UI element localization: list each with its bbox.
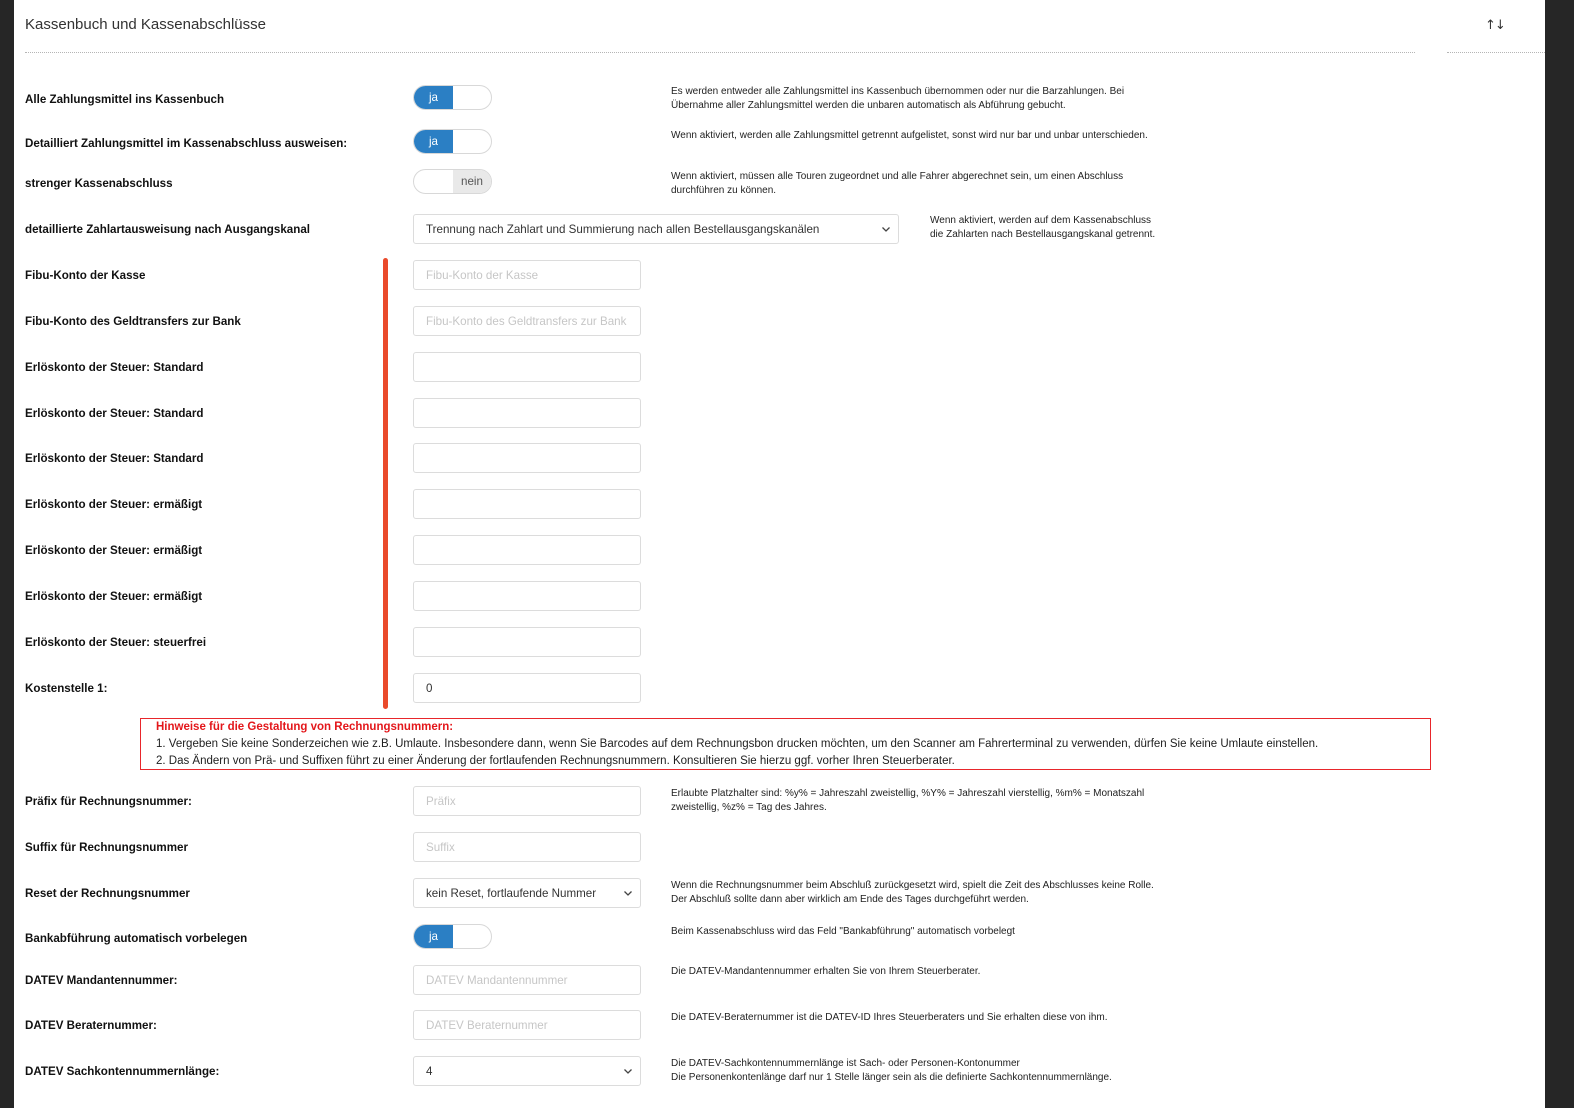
setting-row-erloeskonto-standard-1	[14, 352, 1545, 382]
setting-label: Erlöskonto der Steuer: steuerfrei	[25, 635, 207, 649]
bankabfuehrung-toggle[interactable]	[413, 924, 492, 949]
erloeskonto-standard-3-input[interactable]	[413, 443, 641, 473]
erloeskonto-ermaessigt-3-input[interactable]	[413, 581, 641, 611]
description-line: Der Abschluß sollte dann aber wirklich am Ende des Tages durchgeführt werden.	[671, 894, 1029, 905]
datev-sachkontennummernlaenge-select[interactable]	[413, 1056, 641, 1086]
notice-item: 2. Das Ändern von Prä- und Suffixen führt zu einer Änderung der fortlaufenden Rechnungsnummern. Konsultieren Sie hierzu ggf. vorher Ihren Steuerberater.	[156, 755, 955, 767]
reset-rechnungsnummer-select[interactable]	[413, 878, 641, 908]
description-line: Beim Kassenabschluss wird das Feld "Bankabführung" automatisch vorbelegt	[671, 926, 1015, 937]
description-line: Wenn aktiviert, werden auf dem Kassenabschluss	[930, 215, 1152, 226]
toggle-on-segment	[414, 170, 453, 193]
description-line: Es werden entweder alle Zahlungsmittel ins Kassenbuch übernommen oder nur die Barzahlungen. Bei	[671, 86, 1125, 97]
description-line: Die DATEV-Beraternummer ist die DATEV-ID Ihres Steuerberaters und Sie erhalten diese von ihm.	[671, 1012, 1108, 1023]
header-divider	[25, 52, 1415, 53]
setting-label: DATEV Beraternummer:	[25, 1018, 157, 1032]
setting-row-datev-beraternummer	[14, 1010, 1545, 1040]
description-line: durchführen zu können.	[671, 185, 777, 196]
fibu-konto-kasse-input[interactable]	[413, 260, 641, 290]
description-line: zweistellig, %z% = Tag des Jahres.	[671, 802, 827, 813]
setting-row-datev-sachkontennummernlaenge	[14, 1056, 1545, 1086]
setting-label: Erlöskonto der Steuer: ermäßigt	[25, 543, 203, 557]
setting-row-erloeskonto-ermaessigt-1	[14, 489, 1545, 519]
select-value: kein Reset, fortlaufende Nummer	[426, 886, 597, 900]
toggle-state-label: nein	[453, 170, 491, 193]
kostenstelle-1-input[interactable]	[413, 673, 641, 703]
toggle-state-label: ja	[414, 925, 453, 948]
rechnungsnummern-notice	[140, 718, 1431, 770]
setting-label: Erlöskonto der Steuer: Standard	[25, 451, 204, 465]
setting-row-fibu-konto-geldtransfer	[14, 306, 1545, 336]
select-value: Trennung nach Zahlart und Summierung nach allen Bestellausgangskanälen	[426, 222, 820, 236]
setting-label: DATEV Mandantennummer:	[25, 973, 178, 987]
setting-row-erloeskonto-ermaessigt-3	[14, 581, 1545, 611]
datev-beraternummer-input[interactable]	[413, 1010, 641, 1040]
chevron-down-icon	[623, 890, 633, 897]
setting-label: Erlöskonto der Steuer: ermäßigt	[25, 497, 203, 511]
erloeskonto-ermaessigt-1-input[interactable]	[413, 489, 641, 519]
sort-arrows-icon: ↑↓	[1485, 17, 1505, 33]
setting-label: Suffix für Rechnungsnummer	[25, 840, 188, 854]
annotation-bar	[383, 258, 388, 709]
setting-label: detaillierte Zahlartausweisung nach Ausgangskanal	[25, 222, 310, 236]
suffix-input[interactable]	[413, 832, 641, 862]
setting-row-erloeskonto-steuerfrei	[14, 627, 1545, 657]
zahlartausweisung-select[interactable]	[413, 214, 899, 244]
toggle-state-label: ja	[414, 130, 453, 153]
erloeskonto-steuerfrei-input[interactable]	[413, 627, 641, 657]
notice-item: 1. Vergeben Sie keine Sonderzeichen wie z.B. Umlaute. Insbesondere dann, wenn Sie Barcodes auf dem Rechnungsbon drucken möchten, um den Scanner am Fahrerterminal zu verwenden, dürfen Sie keine Umlaute einstellen.	[156, 738, 1319, 750]
toggle-off-segment	[453, 925, 491, 948]
setting-label: Erlöskonto der Steuer: Standard	[25, 360, 204, 374]
chevron-down-icon	[881, 226, 891, 233]
setting-row-datev-mandantennummer	[14, 965, 1545, 995]
description-line: Die DATEV-Sachkontennummernlänge ist Sach- oder Personen-Kontonummer	[671, 1058, 1020, 1069]
description-line: Die DATEV-Mandantennummer erhalten Sie von Ihrem Steuerberater.	[671, 966, 981, 977]
setting-label: strenger Kassenabschluss	[25, 177, 173, 190]
chevron-down-icon	[623, 1068, 633, 1075]
notice-title: Hinweise für die Gestaltung von Rechnungsnummern:	[156, 721, 454, 733]
setting-row-fibu-konto-kasse	[14, 260, 1545, 290]
setting-description	[671, 85, 1124, 113]
setting-description	[671, 879, 1154, 907]
setting-description	[671, 925, 1015, 939]
description-line: Übernahme aller Zahlungsmittel werden die unbaren automatisch als Abführung gebucht.	[671, 100, 1066, 111]
description-line: Wenn die Rechnungsnummer beim Abschluß zurückgesetzt wird, spielt die Zeit des Abschlusses keine Rolle.	[671, 880, 1154, 891]
setting-row-detailliert-zahlungsmittel	[14, 129, 1545, 154]
toggle-off-segment	[453, 86, 491, 109]
setting-label: Fibu-Konto der Kasse	[25, 268, 146, 282]
erloeskonto-standard-2-input[interactable]	[413, 398, 641, 428]
setting-row-zahlartausweisung	[14, 214, 1545, 244]
select-value: 4	[426, 1064, 433, 1078]
setting-label: Kostenstelle 1:	[25, 681, 108, 695]
setting-row-reset-rechnungsnummer	[14, 878, 1545, 908]
setting-label: Präfix für Rechnungsnummer:	[25, 794, 192, 808]
settings-panel	[14, 0, 1545, 1108]
description-line: Die Personenkontenlänge darf nur 1 Stelle länger sein als die definierte Sachkontennummernlänge.	[671, 1072, 1112, 1083]
setting-row-alle-zahlungsmittel	[14, 85, 1545, 110]
praefix-input[interactable]	[413, 786, 641, 816]
setting-description	[671, 129, 1148, 143]
setting-description	[671, 1057, 1112, 1085]
setting-label: Alle Zahlungsmittel ins Kassenbuch	[25, 93, 225, 106]
setting-description	[671, 965, 980, 979]
setting-description	[671, 787, 1144, 815]
toggle-off-segment	[453, 130, 491, 153]
setting-row-suffix	[14, 832, 1545, 862]
setting-row-kostenstelle-1	[14, 673, 1545, 703]
setting-row-bankabfuehrung	[14, 924, 1545, 949]
setting-row-erloeskonto-ermaessigt-2	[14, 535, 1545, 565]
fibu-konto-geldtransfer-input[interactable]	[413, 306, 641, 336]
setting-row-praefix	[14, 786, 1545, 816]
datev-mandantennummer-input[interactable]	[413, 965, 641, 995]
page-title: Kassenbuch und Kassenabschlüsse	[25, 16, 266, 33]
setting-label: Bankabführung automatisch vorbelegen	[25, 932, 248, 945]
setting-row-erloeskonto-standard-3	[14, 443, 1545, 473]
erloeskonto-standard-1-input[interactable]	[413, 352, 641, 382]
header-divider-side	[1447, 52, 1545, 53]
description-line: Wenn aktiviert, müssen alle Touren zugeordnet und alle Fahrer abgerechnet sein, um einen Abschluss	[671, 171, 1124, 182]
setting-label: Detailliert Zahlungsmittel im Kassenabschluss ausweisen:	[25, 137, 348, 150]
sort-toggle-button[interactable]	[1485, 15, 1505, 35]
strenger-kassenabschluss-toggle[interactable]	[413, 169, 492, 194]
setting-row-erloeskonto-standard-2	[14, 398, 1545, 428]
toggle-state-label: ja	[414, 86, 453, 109]
description-line: Wenn aktiviert, werden alle Zahlungsmittel getrennt aufgelistet, sonst wird nur bar und unbar unterschieden.	[671, 130, 1148, 141]
setting-label: DATEV Sachkontennummernlänge:	[25, 1064, 220, 1078]
setting-label: Fibu-Konto des Geldtransfers zur Bank	[25, 314, 241, 328]
setting-description	[930, 214, 1155, 242]
setting-row-strenger-kassenabschluss	[14, 169, 1545, 194]
setting-label: Reset der Rechnungsnummer	[25, 886, 190, 900]
description-line: Erlaubte Platzhalter sind: %y% = Jahreszahl zweistellig, %Y% = Jahreszahl vierstellig, %m% = Monatszahl	[671, 788, 1145, 799]
setting-label: Erlöskonto der Steuer: Standard	[25, 406, 204, 420]
detailliert-zahlungsmittel-toggle[interactable]	[413, 129, 492, 154]
setting-description	[671, 170, 1123, 198]
alle-zahlungsmittel-toggle[interactable]	[413, 85, 492, 110]
setting-description	[671, 1011, 1107, 1025]
setting-label: Erlöskonto der Steuer: ermäßigt	[25, 589, 203, 603]
erloeskonto-ermaessigt-2-input[interactable]	[413, 535, 641, 565]
description-line: die Zahlarten nach Bestellausgangskanal getrennt.	[930, 229, 1156, 240]
